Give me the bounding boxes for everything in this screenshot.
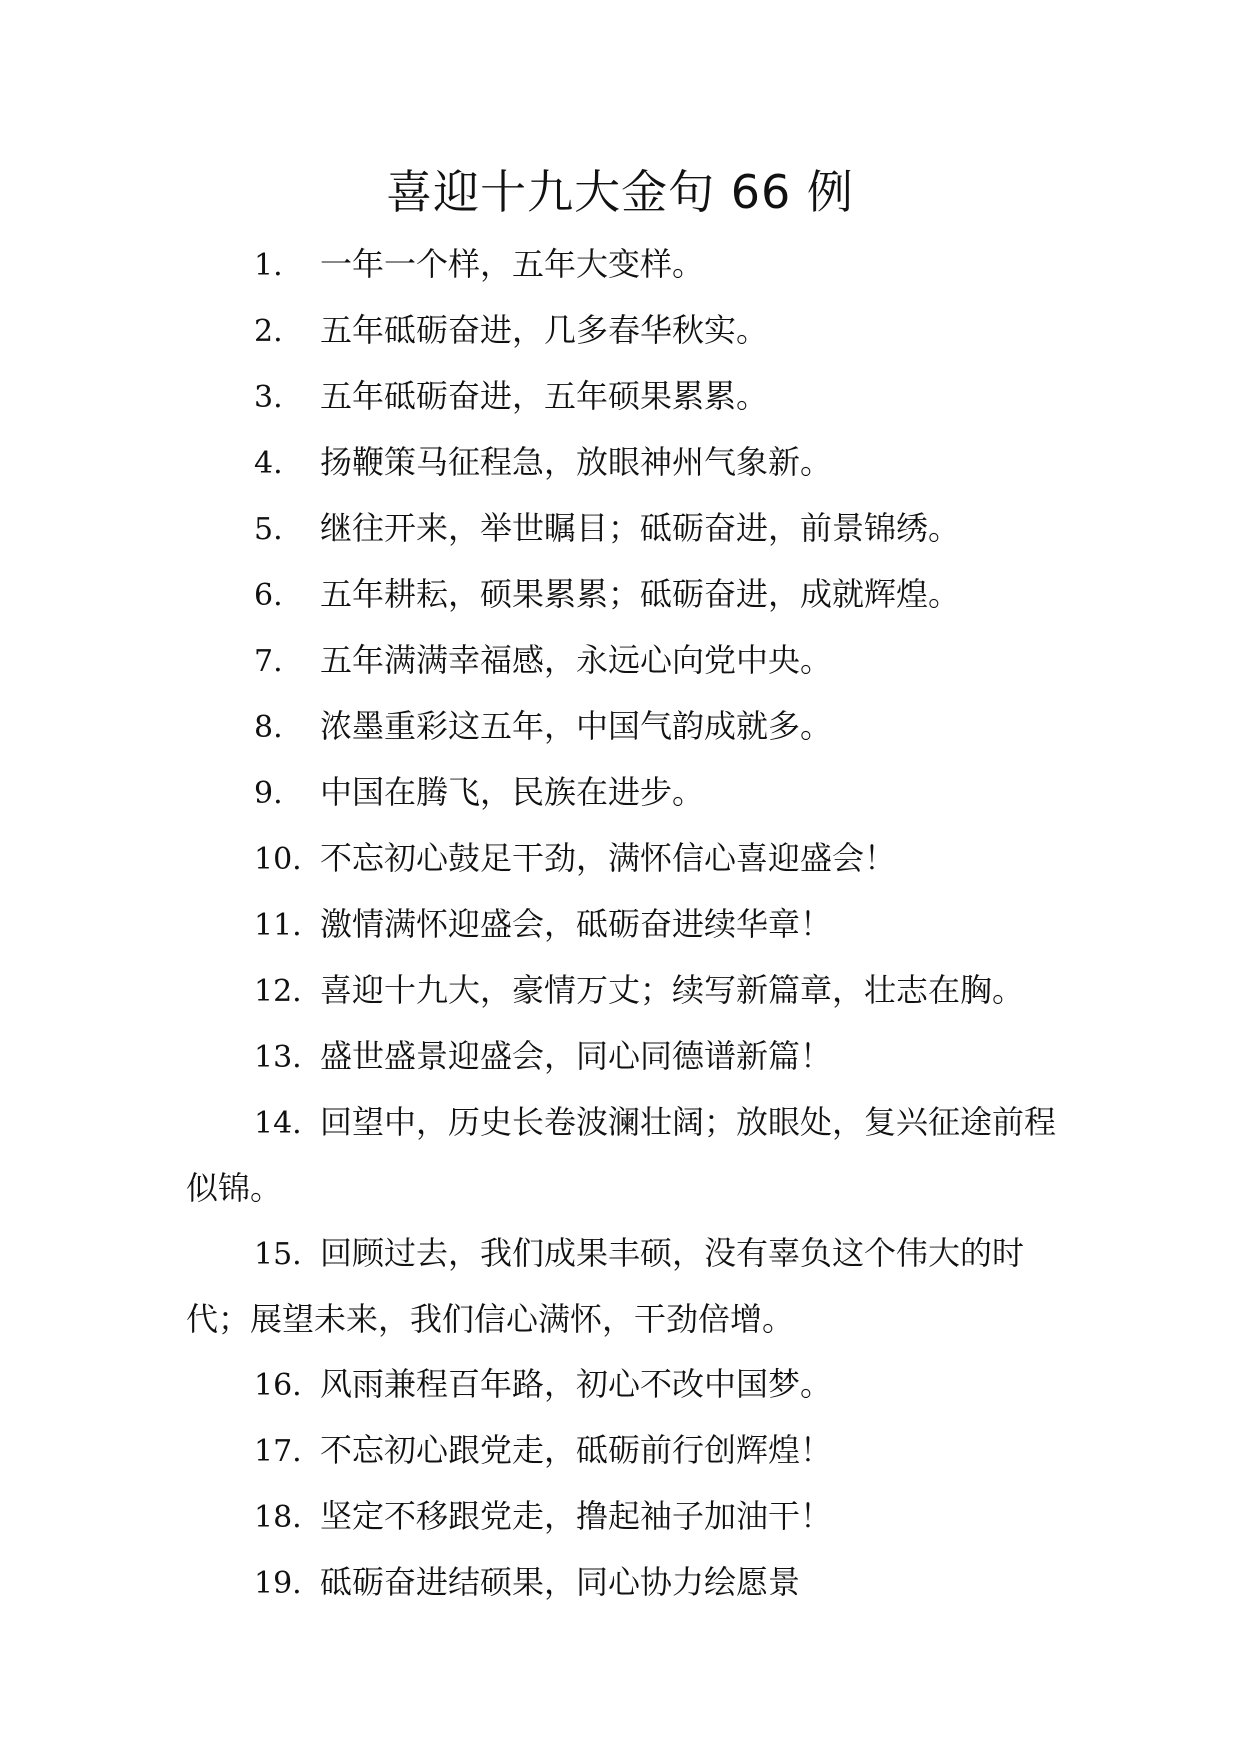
quote-item xyxy=(186,760,1066,826)
quote-list xyxy=(186,232,1066,1616)
quote-text: 回顾过去，我们成果丰硕，没有辜负这个伟大的时代；展望未来，我们信心满怀，干劲倍增。 xyxy=(186,1234,1025,1338)
quote-item xyxy=(186,1024,1066,1090)
quote-number: 8. xyxy=(254,710,283,745)
quote-number: 7. xyxy=(254,644,283,679)
quote-item xyxy=(186,232,1066,298)
quote-item xyxy=(186,430,1066,496)
quote-item xyxy=(186,958,1066,1024)
quote-text: 喜迎十九大，豪情万丈；续写新篇章，壮志在胸。 xyxy=(320,971,1025,1009)
quote-item xyxy=(186,1484,1066,1550)
quote-number: 10. xyxy=(254,842,302,877)
quote-item xyxy=(186,1550,1066,1616)
quote-number: 3. xyxy=(254,380,283,415)
quote-number: 5. xyxy=(254,512,283,547)
quote-text: 砥砺奋进结硕果，同心协力绘愿景 xyxy=(320,1563,801,1601)
quote-number: 9. xyxy=(254,776,283,811)
quote-text: 风雨兼程百年路，初心不改中国梦。 xyxy=(320,1365,833,1403)
quote-text: 五年砥砺奋进，几多春华秋实。 xyxy=(320,311,769,349)
quote-item xyxy=(186,496,1066,562)
quote-item xyxy=(186,826,1066,892)
quote-text: 浓墨重彩这五年，中国气韵成就多。 xyxy=(320,707,833,745)
quote-number: 4. xyxy=(254,446,283,481)
quote-text: 盛世盛景迎盛会，同心同德谱新篇！ xyxy=(320,1037,833,1075)
quote-number: 17. xyxy=(254,1434,302,1469)
quote-text: 继往开来，举世瞩目；砥砺奋进，前景锦绣。 xyxy=(320,509,961,547)
quote-number: 12. xyxy=(254,974,302,1009)
quote-item xyxy=(186,1090,1066,1221)
quote-item xyxy=(186,562,1066,628)
quote-item xyxy=(186,1221,1066,1352)
quote-number: 19. xyxy=(254,1566,302,1601)
quote-text: 激情满怀迎盛会，砥砺奋进续华章！ xyxy=(320,905,833,943)
quote-text: 中国在腾飞，民族在进步。 xyxy=(320,773,705,811)
quote-text: 五年砥砺奋进，五年硕果累累。 xyxy=(320,377,769,415)
quote-item xyxy=(186,1418,1066,1484)
quote-text: 五年耕耘，硕果累累；砥砺奋进，成就辉煌。 xyxy=(320,575,961,613)
quote-number: 1. xyxy=(254,248,283,283)
quote-item xyxy=(186,364,1066,430)
quote-number: 16. xyxy=(254,1368,302,1403)
quote-item xyxy=(186,628,1066,694)
quote-number: 14. xyxy=(254,1106,302,1141)
quote-number: 2. xyxy=(254,314,283,349)
quote-text: 坚定不移跟党走，撸起袖子加油干！ xyxy=(320,1497,833,1535)
quote-text: 不忘初心跟党走，砥砺前行创辉煌！ xyxy=(320,1431,833,1469)
quote-number: 11. xyxy=(254,908,302,943)
quote-number: 15. xyxy=(254,1237,302,1272)
quote-text: 不忘初心鼓足干劲，满怀信心喜迎盛会！ xyxy=(320,839,897,877)
quote-item xyxy=(186,892,1066,958)
quote-text: 扬鞭策马征程急，放眼神州气象新。 xyxy=(320,443,833,481)
quote-text: 回望中，历史长卷波澜壮阔；放眼处，复兴征途前程似锦。 xyxy=(186,1103,1057,1207)
quote-text: 五年满满幸福感，永远心向党中央。 xyxy=(320,641,833,679)
quote-number: 6. xyxy=(254,578,283,613)
document-title: 喜迎十九大金句 66 例 xyxy=(386,165,854,219)
quote-item xyxy=(186,298,1066,364)
quote-text: 一年一个样，五年大变样。 xyxy=(320,245,705,283)
quote-number: 18. xyxy=(254,1500,302,1535)
quote-item xyxy=(186,694,1066,760)
quote-item xyxy=(186,1352,1066,1418)
quote-number: 13. xyxy=(254,1040,302,1075)
